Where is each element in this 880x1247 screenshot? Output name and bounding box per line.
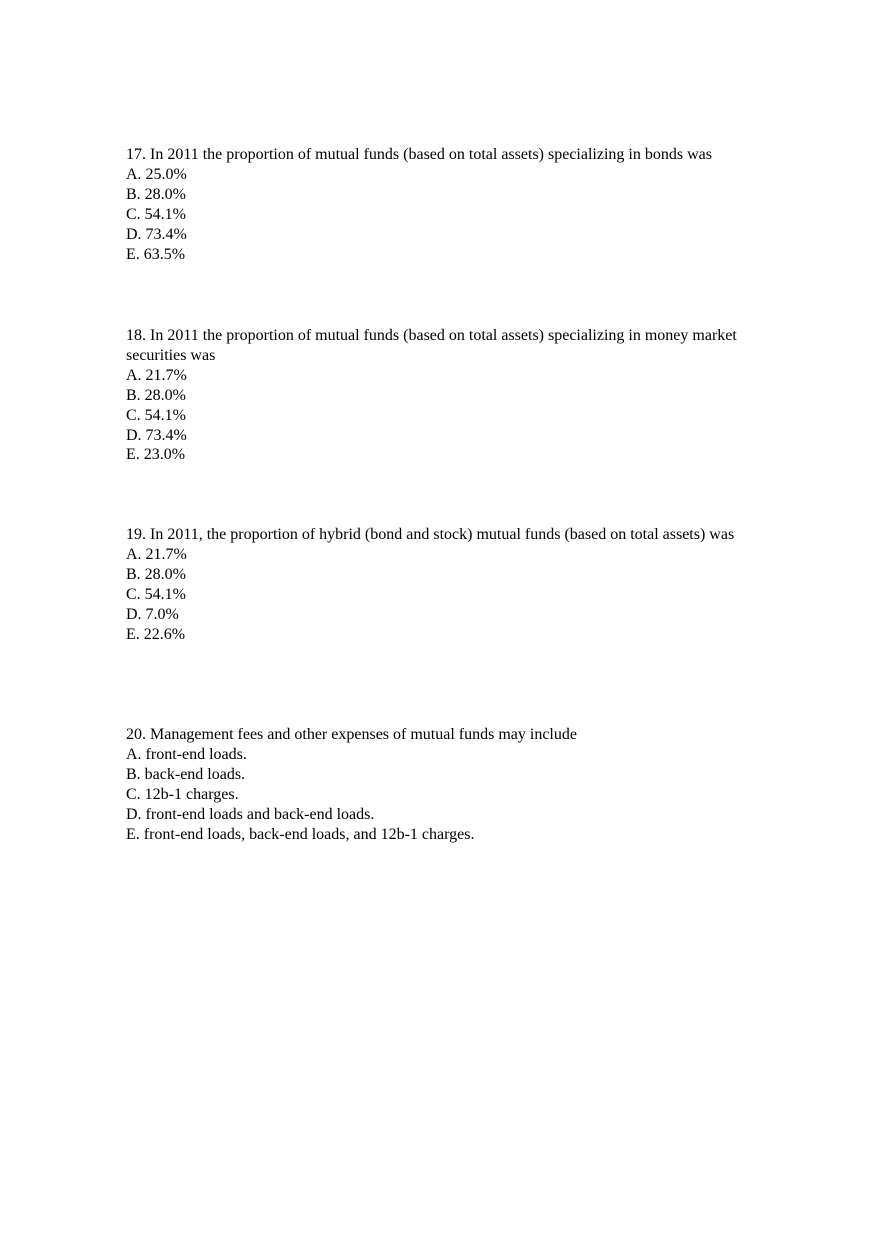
choice-c: C. 54.1% xyxy=(126,585,186,603)
choice-d: D. 73.4% xyxy=(126,426,187,444)
choice-d: D. 7.0% xyxy=(126,605,179,623)
choice-b: B. back-end loads. xyxy=(126,765,246,783)
choice-b: B. 28.0% xyxy=(126,185,186,203)
question-stem: 17. In 2011 the proportion of mutual funds (based on total assets) specializing in bonds was xyxy=(126,146,712,163)
choice-b: B. 28.0% xyxy=(126,386,186,404)
question-18 xyxy=(126,326,776,465)
question-stem: 19. In 2011, the proportion of hybrid (bond and stock) mutual funds (based on total assets) was xyxy=(126,526,735,543)
choice-c: C. 12b-1 charges. xyxy=(126,785,239,803)
question-17 xyxy=(126,145,776,264)
choice-e: E. 22.6% xyxy=(126,625,186,643)
question-20 xyxy=(126,725,776,844)
choice-c: C. 54.1% xyxy=(126,406,186,424)
choice-e: E. 63.5% xyxy=(126,245,186,263)
choice-b: B. 28.0% xyxy=(126,565,186,583)
choice-a: A. 25.0% xyxy=(126,165,187,183)
choice-e: E. 23.0% xyxy=(126,446,186,464)
choice-c: C. 54.1% xyxy=(126,205,186,223)
question-stem: 20. Management fees and other expenses of mutual funds may include xyxy=(126,726,577,743)
question-19 xyxy=(126,525,776,644)
choice-a: A. 21.7% xyxy=(126,545,187,563)
choice-e: E. front-end loads, back-end loads, and 12b-1 charges. xyxy=(126,825,475,843)
choice-d: D. 73.4% xyxy=(126,225,187,243)
question-stem: 18. In 2011 the proportion of mutual funds (based on total assets) specializing in money market securities was xyxy=(126,327,737,364)
choice-a: A. front-end loads. xyxy=(126,745,247,763)
choice-d: D. front-end loads and back-end loads. xyxy=(126,805,375,823)
choice-a: A. 21.7% xyxy=(126,366,187,384)
